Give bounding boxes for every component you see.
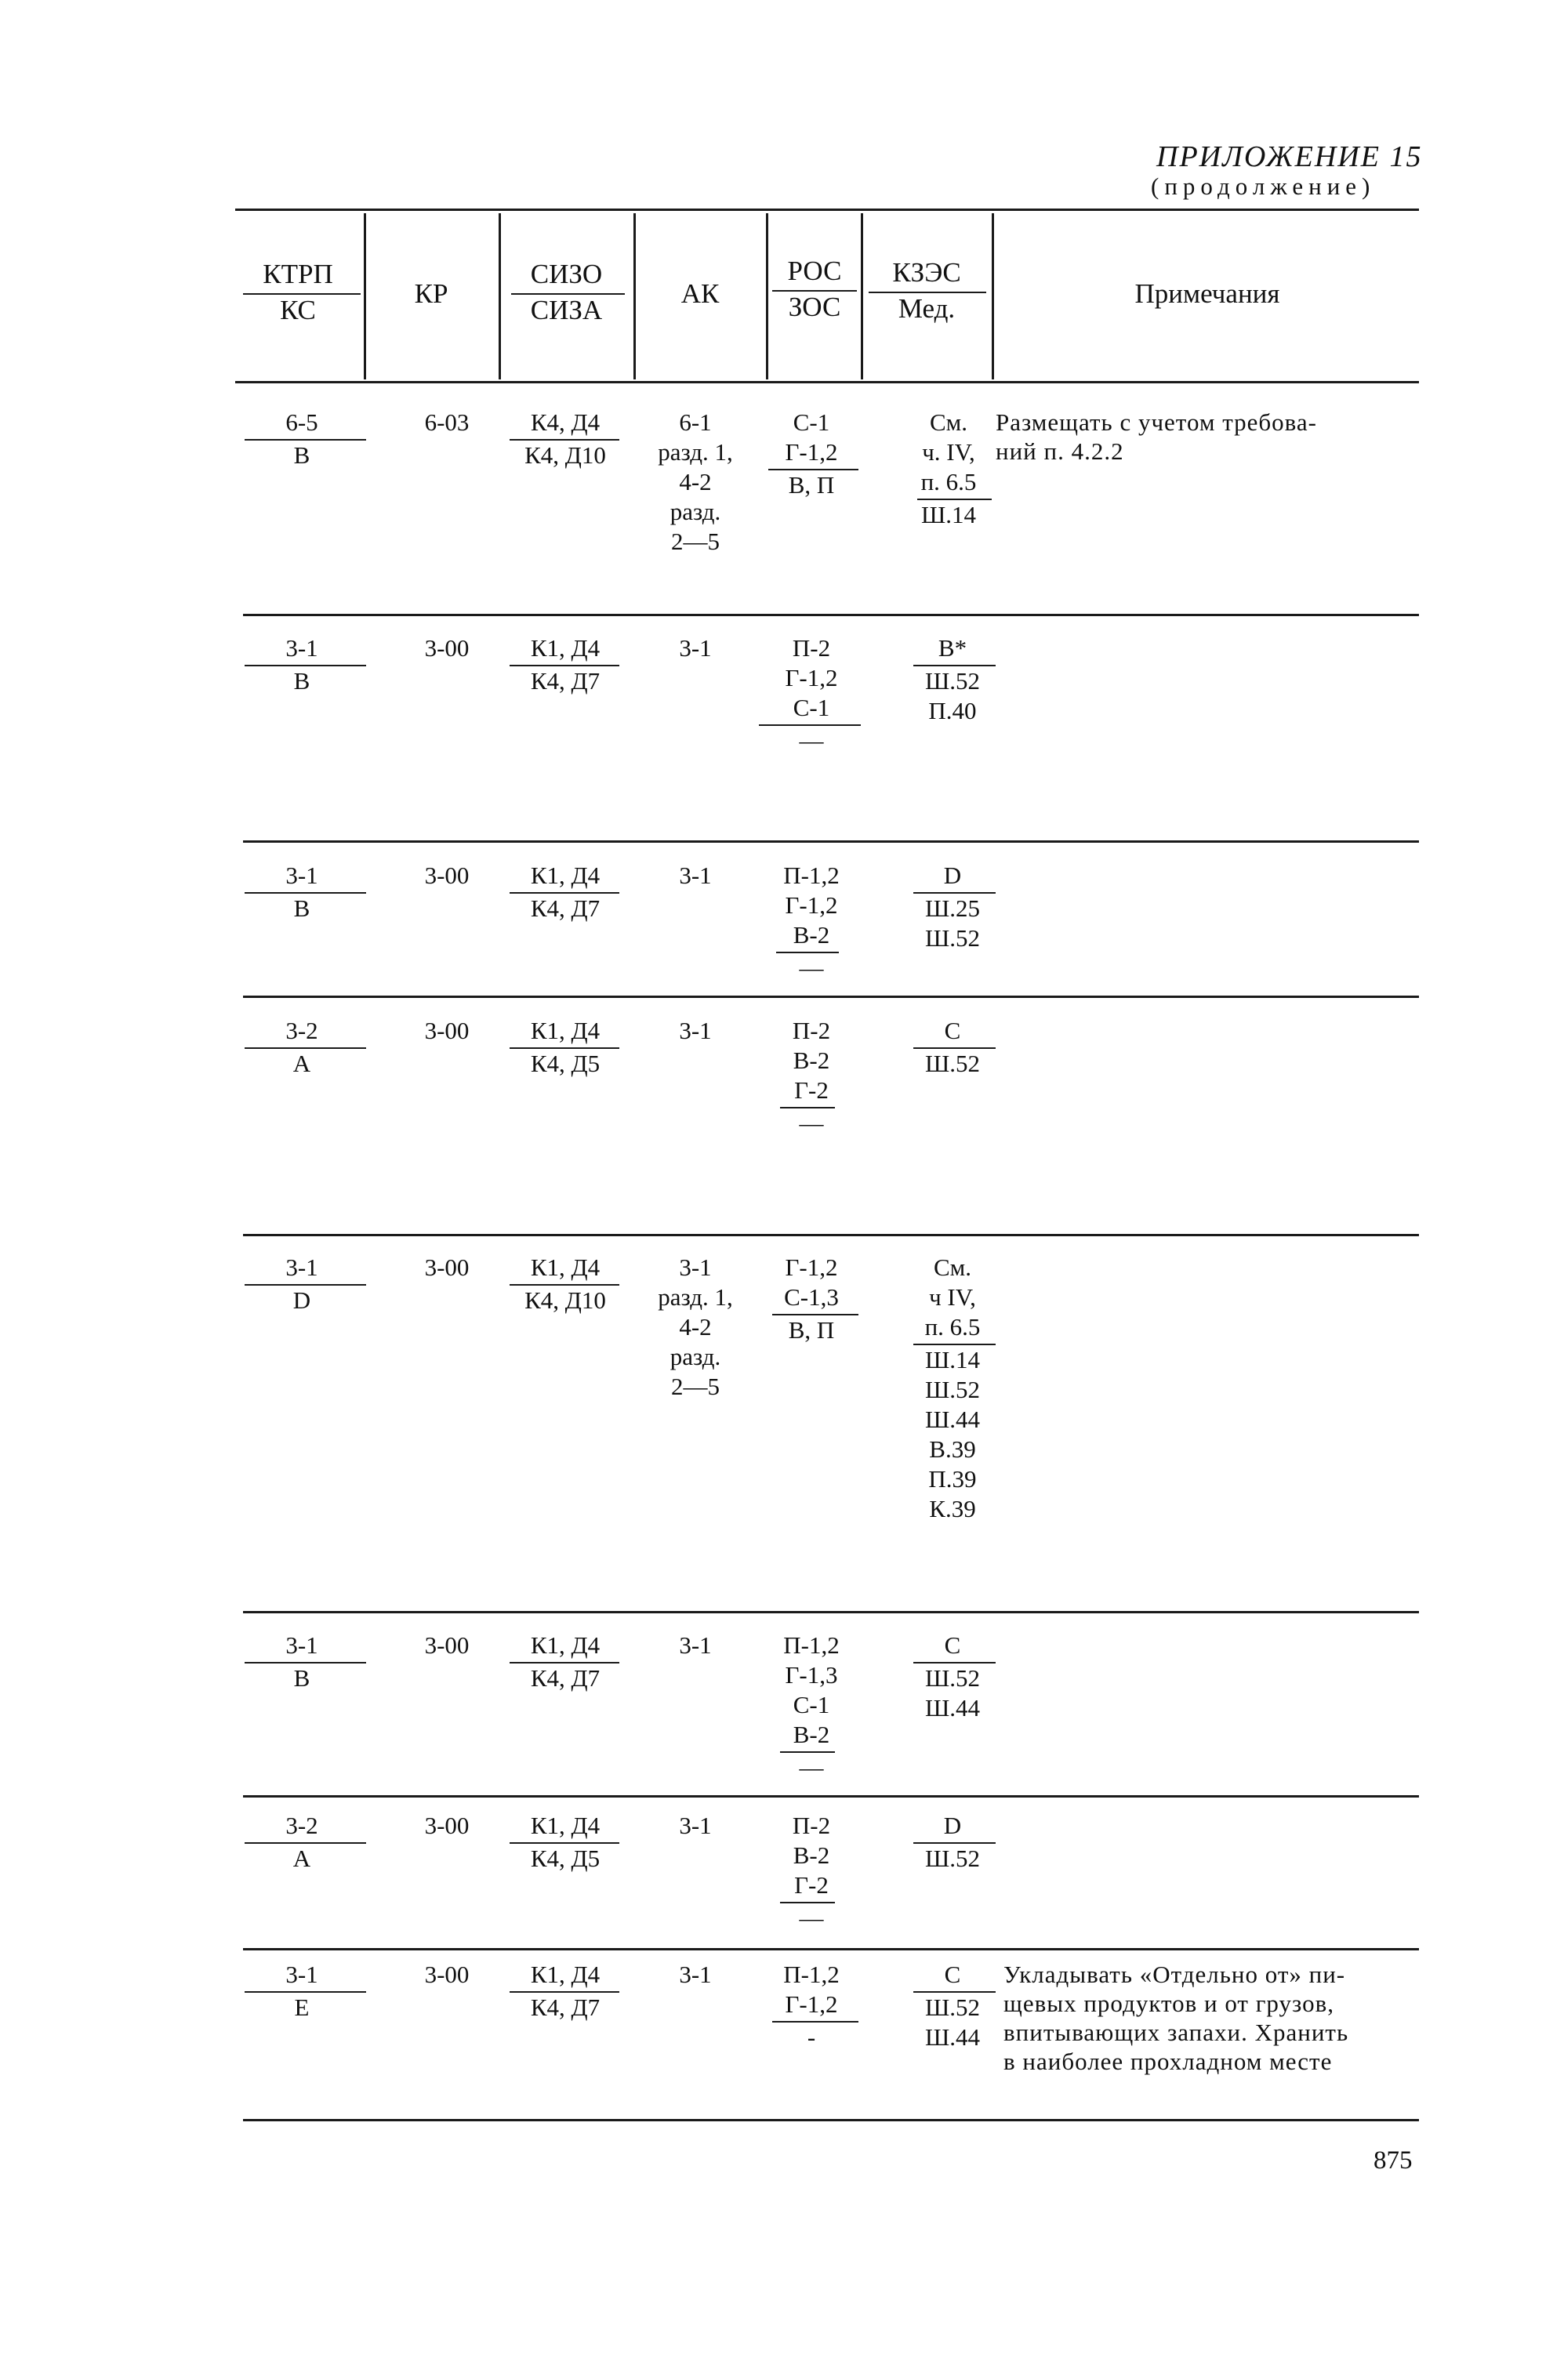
- cell-kzes: С: [944, 1631, 961, 1659]
- row-rule: [243, 840, 1419, 843]
- cell-ros: [764, 1811, 858, 1900]
- cell-med-line: П.40: [928, 697, 977, 724]
- cell-med-line: Ш.44: [924, 1406, 981, 1433]
- table-row: [0, 1631, 1564, 1787]
- cell-med-line: Ш.52: [924, 1994, 981, 2021]
- cell-sizo: К1, Д4: [530, 1812, 601, 1839]
- cell-ros-line: П-2: [792, 1017, 831, 1044]
- appendix-title: ПРИЛОЖЕНИЕ 15: [1156, 140, 1423, 173]
- cell-ros-line: Г-1,2: [785, 1253, 838, 1281]
- cell-kzes: [902, 408, 996, 497]
- cell-ros-line: В-2: [793, 921, 830, 949]
- cell-sizo: К1, Д4: [530, 1631, 601, 1659]
- cell-sizo: К1, Д4: [530, 1017, 601, 1044]
- cell-ks: D: [292, 1286, 311, 1314]
- cell-med-line: В.39: [929, 1435, 976, 1463]
- table-top-rule: [235, 209, 1419, 211]
- cell-med: Ш.14: [920, 501, 977, 528]
- header-kzes: КЗЭС: [892, 257, 961, 288]
- cell-siza: К4, Д5: [530, 1050, 601, 1077]
- cell-ak: 3-1: [679, 1961, 712, 1988]
- cell-kzes-line: п. 6.5: [924, 1313, 981, 1341]
- cell-med: Ш.52: [924, 1050, 981, 1077]
- cell-kr: 3-00: [424, 634, 470, 662]
- row-rule: [243, 996, 1419, 998]
- cell-zos: В, П: [788, 1316, 835, 1344]
- cell-kzes: С: [944, 1017, 961, 1044]
- cell-ak-line: разд. 1,: [658, 438, 733, 466]
- cell-note: [1003, 1960, 1419, 2076]
- cell-med-line: Ш.14: [924, 1346, 981, 1373]
- cell-ros-line: Г-2: [794, 1076, 829, 1104]
- header-kr: КР: [414, 278, 448, 309]
- cell-ak: [637, 1253, 754, 1402]
- row-rule: [243, 1795, 1419, 1798]
- cell-ros: [764, 1016, 858, 1105]
- cell-note-line: щевых продуктов и от грузов,: [1003, 1990, 1334, 2017]
- cell-ros-line: П-1,2: [783, 862, 840, 889]
- cell-kzes-line: См.: [933, 1253, 972, 1281]
- cell-ak-line: 2—5: [671, 528, 720, 555]
- cell-kr: 3-00: [424, 1812, 470, 1839]
- cell-ros-line: Г-1,3: [785, 1661, 838, 1689]
- cell-med: [909, 1663, 996, 1723]
- cell-ak-line: разд.: [670, 1343, 721, 1370]
- header-divider: [992, 213, 994, 379]
- cell-zos: —: [799, 1754, 824, 1781]
- cell-note-line: впитывающих запахи. Хранить: [1003, 2019, 1349, 2046]
- cell-med: Ш.52: [924, 1845, 981, 1872]
- cell-med-line: Ш.44: [924, 2023, 981, 2051]
- cell-ks: В: [293, 894, 310, 922]
- cell-ak: [637, 408, 754, 557]
- table-row: [0, 1960, 1564, 2101]
- cell-ros-line: С-1: [793, 1691, 830, 1718]
- cell-kzes: D: [943, 1812, 962, 1839]
- cell-ros: [764, 1960, 858, 2019]
- cell-ktrp: 3-1: [285, 862, 318, 889]
- header-notes: Примечания: [1134, 278, 1280, 309]
- cell-ak: 3-1: [679, 634, 712, 662]
- cell-kzes-line: п. 6.5: [920, 468, 977, 495]
- cell-med-line: Ш.52: [924, 667, 981, 695]
- cell-note-line: Размещать с учетом требова-: [996, 408, 1317, 436]
- cell-ktrp: 3-1: [285, 1631, 318, 1659]
- cell-kr: 3-00: [424, 1253, 470, 1281]
- cell-siza: К4, Д7: [530, 1994, 601, 2021]
- cell-ktrp: 3-1: [285, 634, 318, 662]
- cell-sizo: К1, Д4: [530, 862, 601, 889]
- cell-kzes-line: ч IV,: [929, 1283, 976, 1311]
- table-row: [0, 861, 1564, 986]
- cell-ak: 3-1: [679, 1631, 712, 1659]
- cell-siza: К4, Д7: [530, 894, 601, 922]
- row-rule: [243, 1948, 1419, 1950]
- cell-ks: В: [293, 667, 310, 695]
- cell-kr: 3-00: [424, 1631, 470, 1659]
- cell-med: [909, 1993, 996, 2052]
- header-ros: РОС: [787, 256, 842, 286]
- cell-note: [996, 408, 1419, 466]
- header-ak: АК: [680, 278, 720, 309]
- table-row: [0, 633, 1564, 775]
- cell-med-line: Ш.52: [924, 1664, 981, 1692]
- cell-ks: Е: [294, 1994, 310, 2021]
- table-row: [0, 408, 1564, 564]
- header-ktrp: КТРП: [263, 259, 333, 289]
- cell-ak-line: 3-1: [679, 1253, 712, 1281]
- cell-kr: 3-00: [424, 1017, 470, 1044]
- cell-zos: —: [799, 1904, 824, 1932]
- cell-ak: 3-1: [679, 1812, 712, 1839]
- cell-siza: К4, Д5: [530, 1845, 601, 1872]
- cell-kzes: D: [943, 862, 962, 889]
- cell-ak-line: разд.: [670, 498, 721, 525]
- cell-zos: —: [799, 1109, 824, 1137]
- cell-med: [909, 666, 996, 726]
- cell-sizo: К4, Д4: [530, 408, 601, 436]
- header-sizo: СИЗО: [530, 259, 603, 289]
- cell-zos: В, П: [788, 471, 835, 499]
- cell-ros-line: В-2: [793, 1721, 830, 1748]
- cell-siza: К4, Д10: [524, 441, 606, 469]
- cell-ros-line: П-2: [792, 1812, 831, 1839]
- cell-kr: 6-03: [424, 408, 470, 436]
- cell-ks: В: [293, 441, 310, 469]
- cell-ak: 3-1: [679, 1017, 712, 1044]
- row-rule: [243, 614, 1419, 616]
- cell-ros-line: Г-1,2: [785, 1990, 838, 2018]
- table-row: [0, 1811, 1564, 1944]
- cell-ak-line: 6-1: [679, 408, 712, 436]
- cell-kzes: В*: [938, 634, 967, 662]
- cell-kzes: С: [944, 1961, 961, 1988]
- cell-ros-line: В-2: [793, 1047, 830, 1074]
- cell-ks: А: [292, 1845, 311, 1872]
- table-row: [0, 1016, 1564, 1157]
- cell-note-line: ний п. 4.2.2: [996, 437, 1124, 465]
- cell-ros-line: С-1: [793, 694, 830, 721]
- header-bottom-rule: [235, 381, 1419, 383]
- cell-med-line: П.39: [928, 1465, 977, 1493]
- header-divider: [633, 213, 636, 379]
- cell-ros-line: П-2: [792, 634, 831, 662]
- cell-sizo: К1, Д4: [530, 634, 601, 662]
- header-divider: [861, 213, 863, 379]
- cell-ktrp: 6-5: [285, 408, 318, 436]
- row-rule: [243, 1611, 1419, 1613]
- cell-med-line: Ш.25: [924, 894, 981, 922]
- cell-ros-line: Г-1,2: [785, 664, 838, 691]
- header-siza: СИЗА: [530, 295, 603, 325]
- cell-ros-line: Г-2: [794, 1871, 829, 1899]
- cell-ros: [764, 633, 858, 723]
- cell-ktrp: 3-1: [285, 1961, 318, 1988]
- cell-ros-line: С-1,3: [784, 1283, 839, 1311]
- cell-zos: —: [799, 954, 824, 981]
- cell-kzes-line: ч. IV,: [922, 438, 975, 466]
- cell-sizo: К1, Д4: [530, 1253, 601, 1281]
- cell-ks: В: [293, 1664, 310, 1692]
- cell-sizo: К1, Д4: [530, 1961, 601, 1988]
- header-ks: КС: [280, 295, 316, 325]
- cell-ros-line: Г-1,2: [785, 438, 838, 466]
- cell-ktrp: 3-1: [285, 1253, 318, 1281]
- cell-ak-line: 4-2: [679, 1313, 712, 1341]
- cell-ros-line: П-1,2: [783, 1631, 840, 1659]
- header-divider: [364, 213, 366, 379]
- table-row: [0, 1253, 1564, 1582]
- header-zos: ЗОС: [788, 292, 841, 322]
- cell-ak-line: 4-2: [679, 468, 712, 495]
- cell-med: [909, 1345, 996, 1524]
- header-divider: [766, 213, 768, 379]
- cell-siza: К4, Д7: [530, 667, 601, 695]
- cell-med: [909, 894, 996, 953]
- cell-ktrp: 3-2: [285, 1017, 318, 1044]
- cell-ak-line: разд. 1,: [658, 1283, 733, 1311]
- cell-ros: [764, 408, 858, 467]
- cell-ros: [764, 861, 858, 950]
- cell-med-line: Ш.52: [924, 1376, 981, 1403]
- cell-zos: -: [807, 2023, 816, 2051]
- cell-ros: [764, 1253, 858, 1312]
- cell-kzes: [909, 1253, 996, 1342]
- cell-ak: 3-1: [679, 862, 712, 889]
- header-divider: [499, 213, 501, 379]
- cell-ros-line: Г-1,2: [785, 891, 838, 919]
- cell-kzes-line: См.: [929, 408, 968, 436]
- cell-med-line: Ш.44: [924, 1694, 981, 1722]
- cell-note-line: в наиболее прохладном месте: [1003, 2048, 1333, 2075]
- cell-med-line: Ш.52: [924, 924, 981, 952]
- cell-ak-line: 2—5: [671, 1373, 720, 1400]
- cell-ros-line: С-1: [793, 408, 830, 436]
- cell-siza: К4, Д7: [530, 1664, 601, 1692]
- cell-ks: А: [292, 1050, 311, 1077]
- cell-kr: 3-00: [424, 862, 470, 889]
- cell-siza: К4, Д10: [524, 1286, 606, 1314]
- cell-note-line: Укладывать «Отдельно от» пи-: [1003, 1961, 1346, 1988]
- cell-ros-line: П-1,2: [783, 1961, 840, 1988]
- cell-kr: 3-00: [424, 1961, 470, 1988]
- table-bottom-rule: [243, 2119, 1419, 2121]
- page-number: 875: [1373, 2146, 1413, 2175]
- cell-med-line: К.39: [929, 1495, 976, 1522]
- header-med: Мед.: [898, 293, 956, 324]
- cell-ros-line: В-2: [793, 1841, 830, 1869]
- cell-ktrp: 3-2: [285, 1812, 318, 1839]
- cell-zos: —: [799, 727, 824, 754]
- cell-ros: [764, 1631, 858, 1750]
- row-rule: [243, 1234, 1419, 1236]
- appendix-subtitle: (продолжение): [1151, 172, 1376, 200]
